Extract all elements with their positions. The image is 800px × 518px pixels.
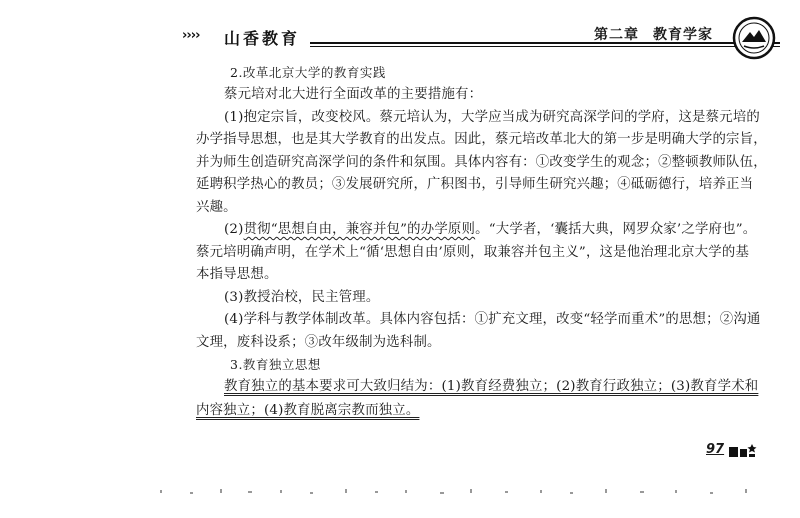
- chapter-title: [594, 24, 727, 44]
- item2-principle: 贯彻“思想自由，兼容并包”的办学原则: [243, 222, 476, 237]
- document-body: [196, 62, 766, 422]
- item2-quote: 。“大学者，‘囊括大典，网罗众家’之学府也”。: [475, 222, 757, 237]
- chapter-label: 第二章: [594, 27, 639, 43]
- item2-prefix: (2): [224, 222, 244, 237]
- section-heading-3: 3.教育独立思想: [230, 357, 321, 372]
- item1-line-1: (1)抱定宗旨，改变校风。蔡元培认为，大学应当成为研究高深学问的学府，这是蔡元培的: [224, 109, 761, 125]
- shanxiang-logo-icon: [732, 16, 776, 60]
- item1-line-4: 延聘积学热心的教员；③发展研究所，广积图书，引导师生研究兴趣；④砥砺德行，培养正当: [196, 177, 754, 192]
- item5-line-1: 教育独立的基本要求可大致归结为：(1)教育经费独立；(2)教育行政独立；(3)教育学术和: [224, 379, 759, 394]
- item5-line-2: 内容独立；(4)教育脱离宗教而独立。: [196, 402, 420, 418]
- item2-line-3: 本指导思想。: [196, 267, 278, 282]
- header-rule-thin: [310, 46, 780, 47]
- scan-noise: [150, 486, 770, 498]
- item2-line-2: 蔡元培明确声明，在学术上“循‘思想自由’原则，取兼容并包主义”，这是他治理北京大学的基: [196, 244, 750, 260]
- page-decoration-icon: [728, 442, 758, 460]
- brand-name: 山香教育: [224, 29, 301, 48]
- item3-line: (3)教授治校，民主管理。: [224, 289, 380, 305]
- item2-line-1: [196, 219, 766, 242]
- intro-paragraph: 蔡元培对北大进行全面改革的主要措施有：: [224, 87, 483, 102]
- item1-line-2: 办学指导思想，也是其大学教育的出发点。因此，蔡元培改革北大的第一步是明确大学的宗旨，: [196, 132, 767, 147]
- item1-line-3: 并为师生创造研究高深学问的条件和氛围。具体内容有：①改变学生的观念；②整顿教师队伍，: [196, 154, 767, 170]
- page-header: [180, 22, 790, 54]
- item1-line-5: 兴趣。: [196, 199, 237, 215]
- item4-line-1: (4)学科与教学体制改革。具体内容包括：①扩充文理，改变“轻学而重术”的思想；②沟通: [224, 312, 761, 327]
- brand-arrows-icon: ››››: [182, 28, 200, 43]
- section-heading-2: 2.改革北京大学的教育实践: [230, 65, 386, 80]
- chapter-name: 教育学家: [653, 27, 713, 43]
- page-number: 97: [706, 442, 725, 457]
- item4-line-2: 文理，废科设系；③改年级制为选科制。: [196, 334, 441, 350]
